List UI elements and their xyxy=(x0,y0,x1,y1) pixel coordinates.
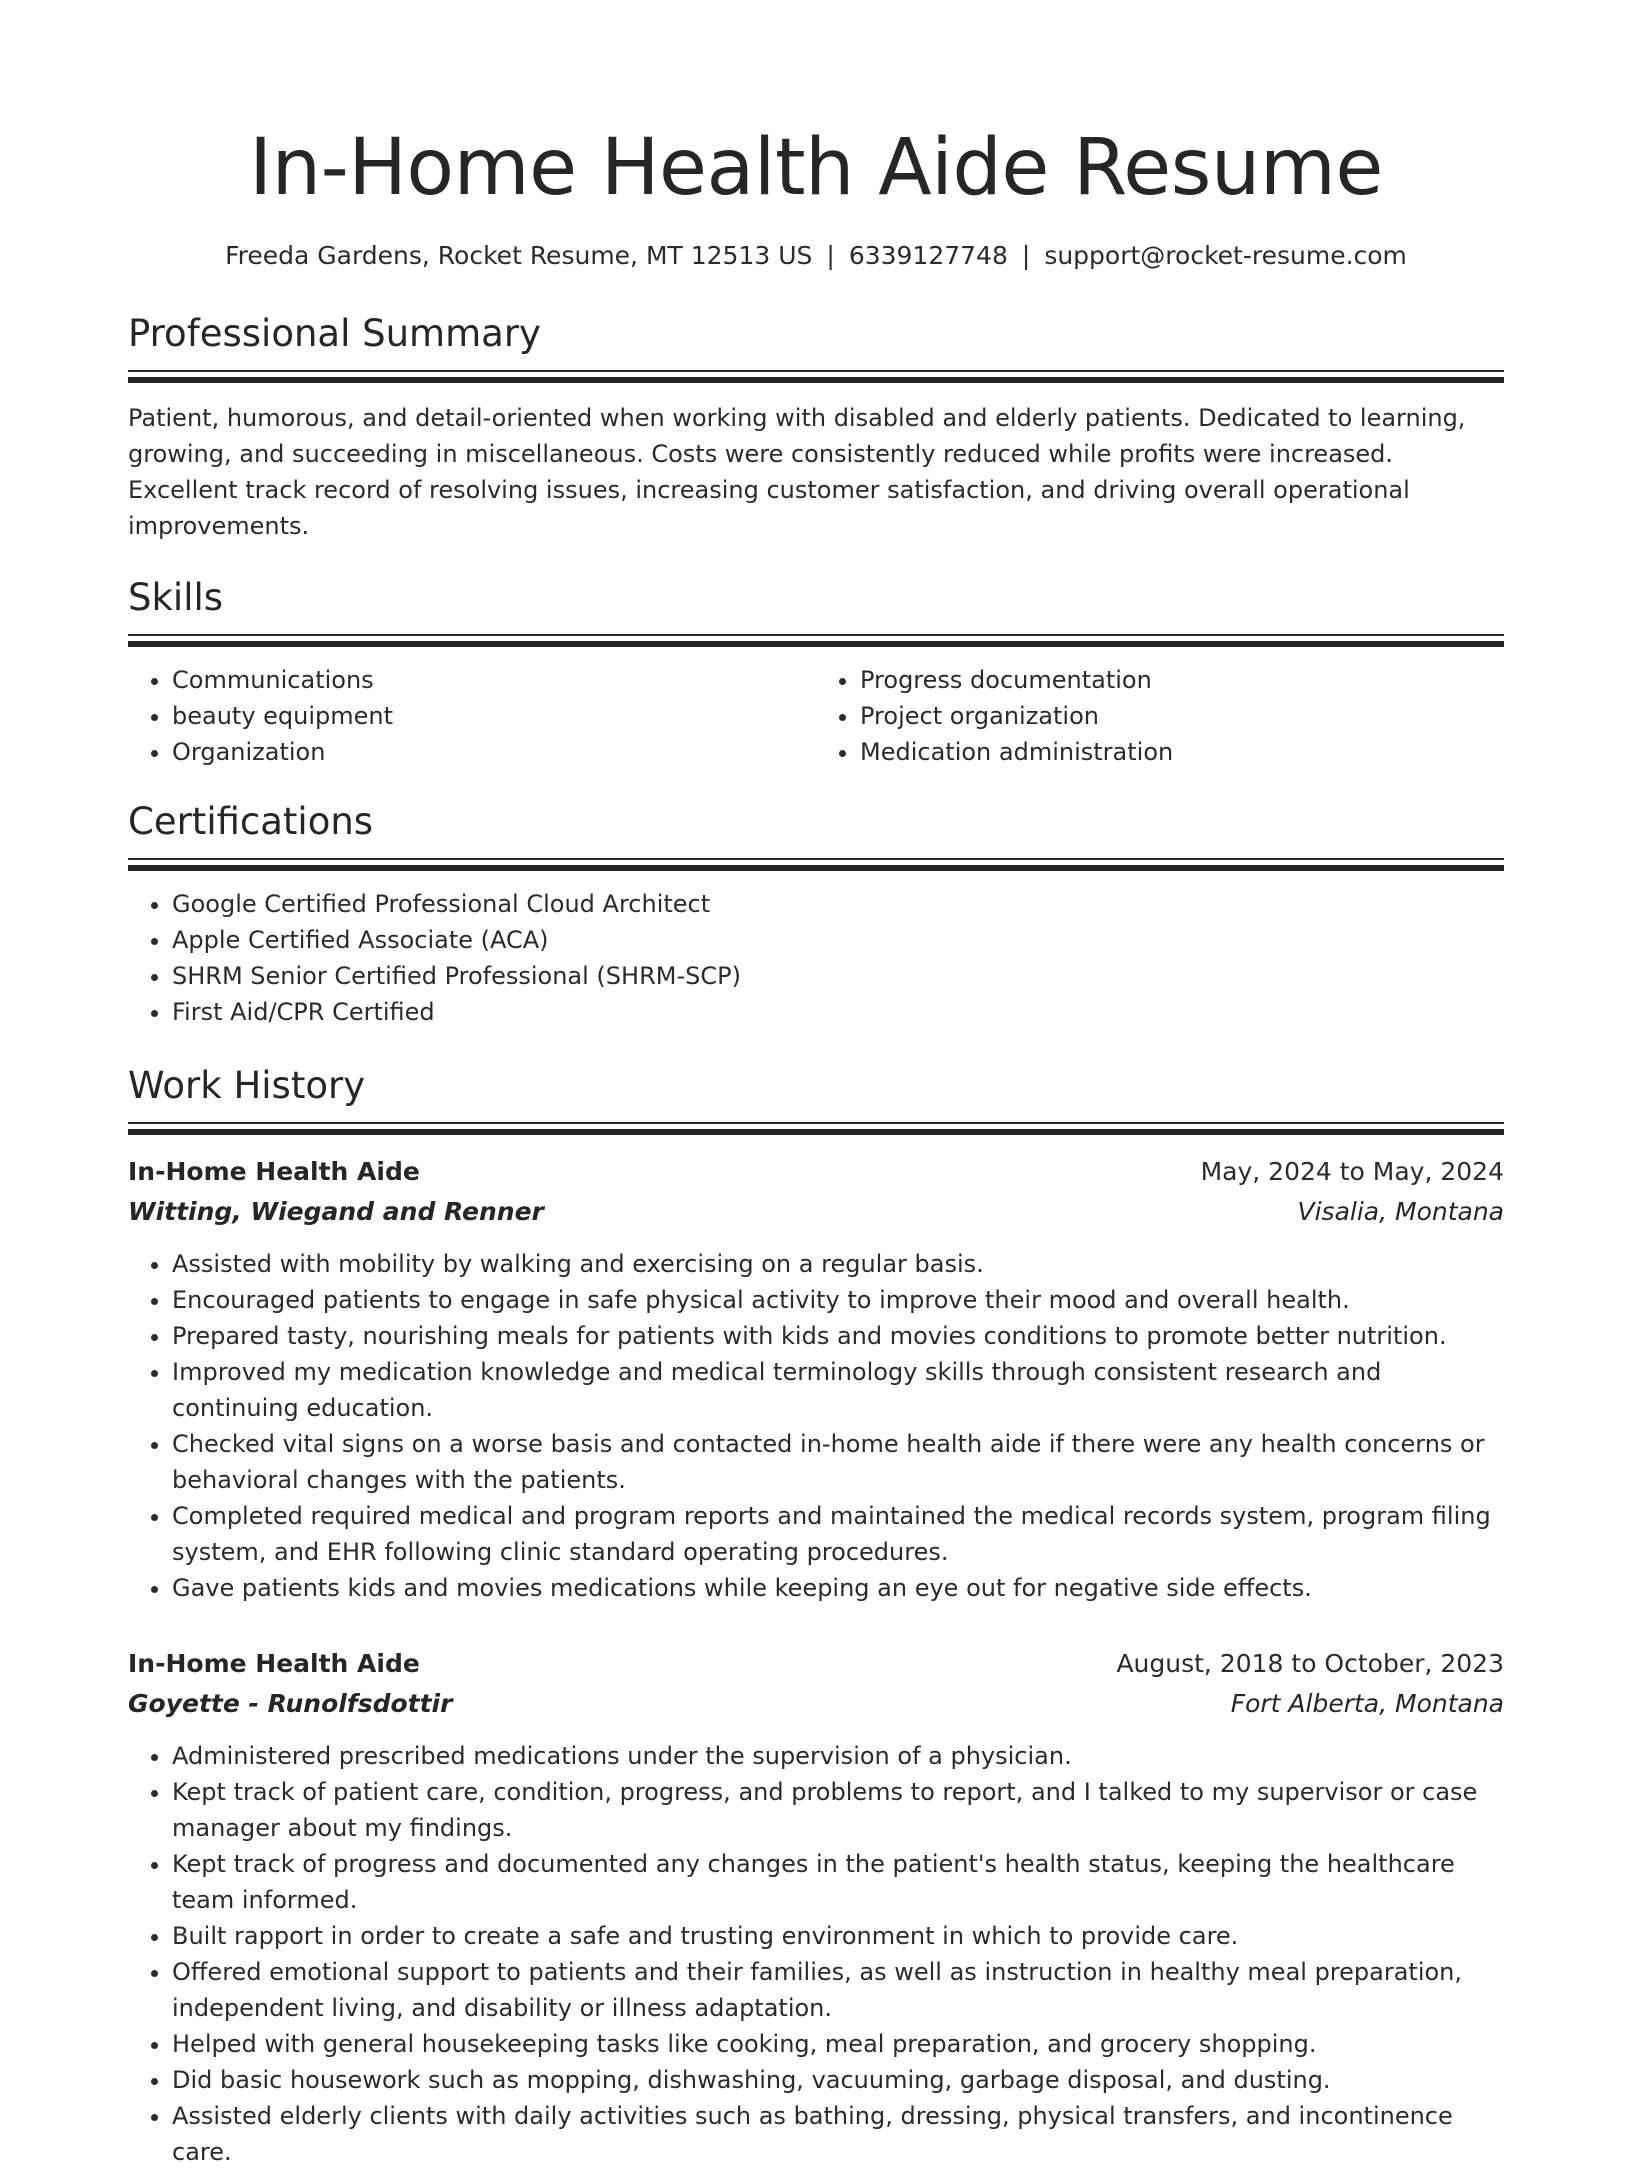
certifications-heading: Certifications xyxy=(128,800,374,843)
skills-heading: Skills xyxy=(128,576,224,619)
skill-item: • Medication administration xyxy=(860,734,1504,770)
work-history-section xyxy=(128,1062,1504,2170)
job-duties-list xyxy=(128,1246,1504,1606)
skill-item: • beauty equipment xyxy=(172,698,816,734)
job-entry xyxy=(128,1644,1504,2170)
certification-item: • First Aid/CPR Certified xyxy=(172,994,1504,1030)
job-dates: August, 2018 to October, 2023 xyxy=(1116,1649,1504,1678)
resume-page xyxy=(128,0,1504,2170)
job-duty-item: • Prepared tasty, nourishing meals for patients with kids and movies conditions to promote better nutrition. xyxy=(172,1318,1504,1354)
skills-list-left xyxy=(128,662,816,770)
job-duty-item: • Offered emotional support to patients and their families, as well as instruction in healthy meal preparation, independent living, and disability or illness adaptation. xyxy=(172,1954,1504,2026)
job-duties-list xyxy=(128,1738,1504,2170)
job-company: Goyette - Runolfsdottir xyxy=(128,1689,453,1718)
skill-item: • Progress documentation xyxy=(860,662,1504,698)
certification-item: • SHRM Senior Certified Professional (SHRM-SCP) xyxy=(172,958,1504,994)
job-header-row xyxy=(128,1644,1504,1684)
job-duty-item: • Checked vital signs on a worse basis and contacted in-home health aide if there were any health concerns or behavioral changes with the patients. xyxy=(172,1426,1504,1498)
job-duty-item: • Helped with general housekeeping tasks like cooking, meal preparation, and grocery shopping. xyxy=(172,2026,1504,2062)
summary-section xyxy=(128,310,1504,544)
contact-separator: | xyxy=(1021,241,1031,270)
skill-item: • Project organization xyxy=(860,698,1504,734)
job-duty-item: • Encouraged patients to engage in safe physical activity to improve their mood and overall health. xyxy=(172,1282,1504,1318)
skills-section xyxy=(128,574,1504,770)
job-duty-item: • Kept track of patient care, condition, progress, and problems to report, and I talked to my supervisor or case manager about my findings. xyxy=(172,1774,1504,1846)
resume-title: In-Home Health Aide Resume xyxy=(249,123,1383,213)
job-duty-item: • Did basic housework such as mopping, dishwashing, vacuuming, garbage disposal, and dusting. xyxy=(172,2062,1504,2098)
certification-item: • Google Certified Professional Cloud Architect xyxy=(172,886,1504,922)
contact-line xyxy=(128,238,1504,274)
summary-text: Patient, humorous, and detail-oriented when working with disabled and elderly patients. Dedicated to learning, growing, and succeeding in miscellaneous. Costs were consistently reduced while profits were increased. Excellent track record of resolving issues, increasing customer satisfaction, and driving overall operational improvements. xyxy=(128,404,1466,540)
contact-phone: 6339127748 xyxy=(848,241,1008,270)
certifications-section xyxy=(128,798,1504,1030)
job-subheader-row xyxy=(128,1684,1504,1724)
section-divider xyxy=(128,858,1504,872)
contact-separator: | xyxy=(826,241,835,270)
skill-item: • Communications xyxy=(172,662,816,698)
job-duty-item: • Completed required medical and program reports and maintained the medical records system, program filing system, and EHR following clinic standard operating procedures. xyxy=(172,1498,1504,1570)
work-history-heading: Work History xyxy=(128,1064,366,1107)
job-header-row xyxy=(128,1152,1504,1192)
certification-item: • Apple Certified Associate (ACA) xyxy=(172,922,1504,958)
section-divider xyxy=(128,370,1504,384)
job-location: Visalia, Montana xyxy=(1297,1197,1504,1226)
contact-address: Freeda Gardens, Rocket Resume, MT 12513 US xyxy=(225,241,813,270)
job-duty-item: • Kept track of progress and documented any changes in the patient's health status, keeping the healthcare team informed. xyxy=(172,1846,1504,1918)
job-duty-item: • Gave patients kids and movies medications while keeping an eye out for negative side effects. xyxy=(172,1570,1504,1606)
job-duty-item: • Administered prescribed medications under the supervision of a physician. xyxy=(172,1738,1504,1774)
job-title: In-Home Health Aide xyxy=(128,1157,420,1186)
skills-grid xyxy=(128,662,1504,770)
job-location: Fort Alberta, Montana xyxy=(1230,1689,1504,1718)
job-company: Witting, Wiegand and Renner xyxy=(128,1197,544,1226)
skill-item: • Organization xyxy=(172,734,816,770)
skills-list-right xyxy=(816,662,1504,770)
job-duty-item: • Assisted with mobility by walking and exercising on a regular basis. xyxy=(172,1246,1504,1282)
job-subheader-row xyxy=(128,1192,1504,1232)
job-duty-item: • Assisted elderly clients with daily activities such as bathing, dressing, physical transfers, and incontinence care. xyxy=(172,2098,1504,2170)
section-divider xyxy=(128,634,1504,648)
summary-heading: Professional Summary xyxy=(128,312,541,355)
job-duty-item: • Improved my medication knowledge and medical terminology skills through consistent research and continuing education. xyxy=(172,1354,1504,1426)
job-entry xyxy=(128,1152,1504,1606)
contact-email: support@rocket-resume.com xyxy=(1044,241,1407,270)
job-duty-item: • Built rapport in order to create a safe and trusting environment in which to provide care. xyxy=(172,1918,1504,1954)
job-dates: May, 2024 to May, 2024 xyxy=(1200,1157,1504,1186)
job-title: In-Home Health Aide xyxy=(128,1649,420,1678)
certifications-list xyxy=(128,886,1504,1030)
section-divider xyxy=(128,1122,1504,1136)
